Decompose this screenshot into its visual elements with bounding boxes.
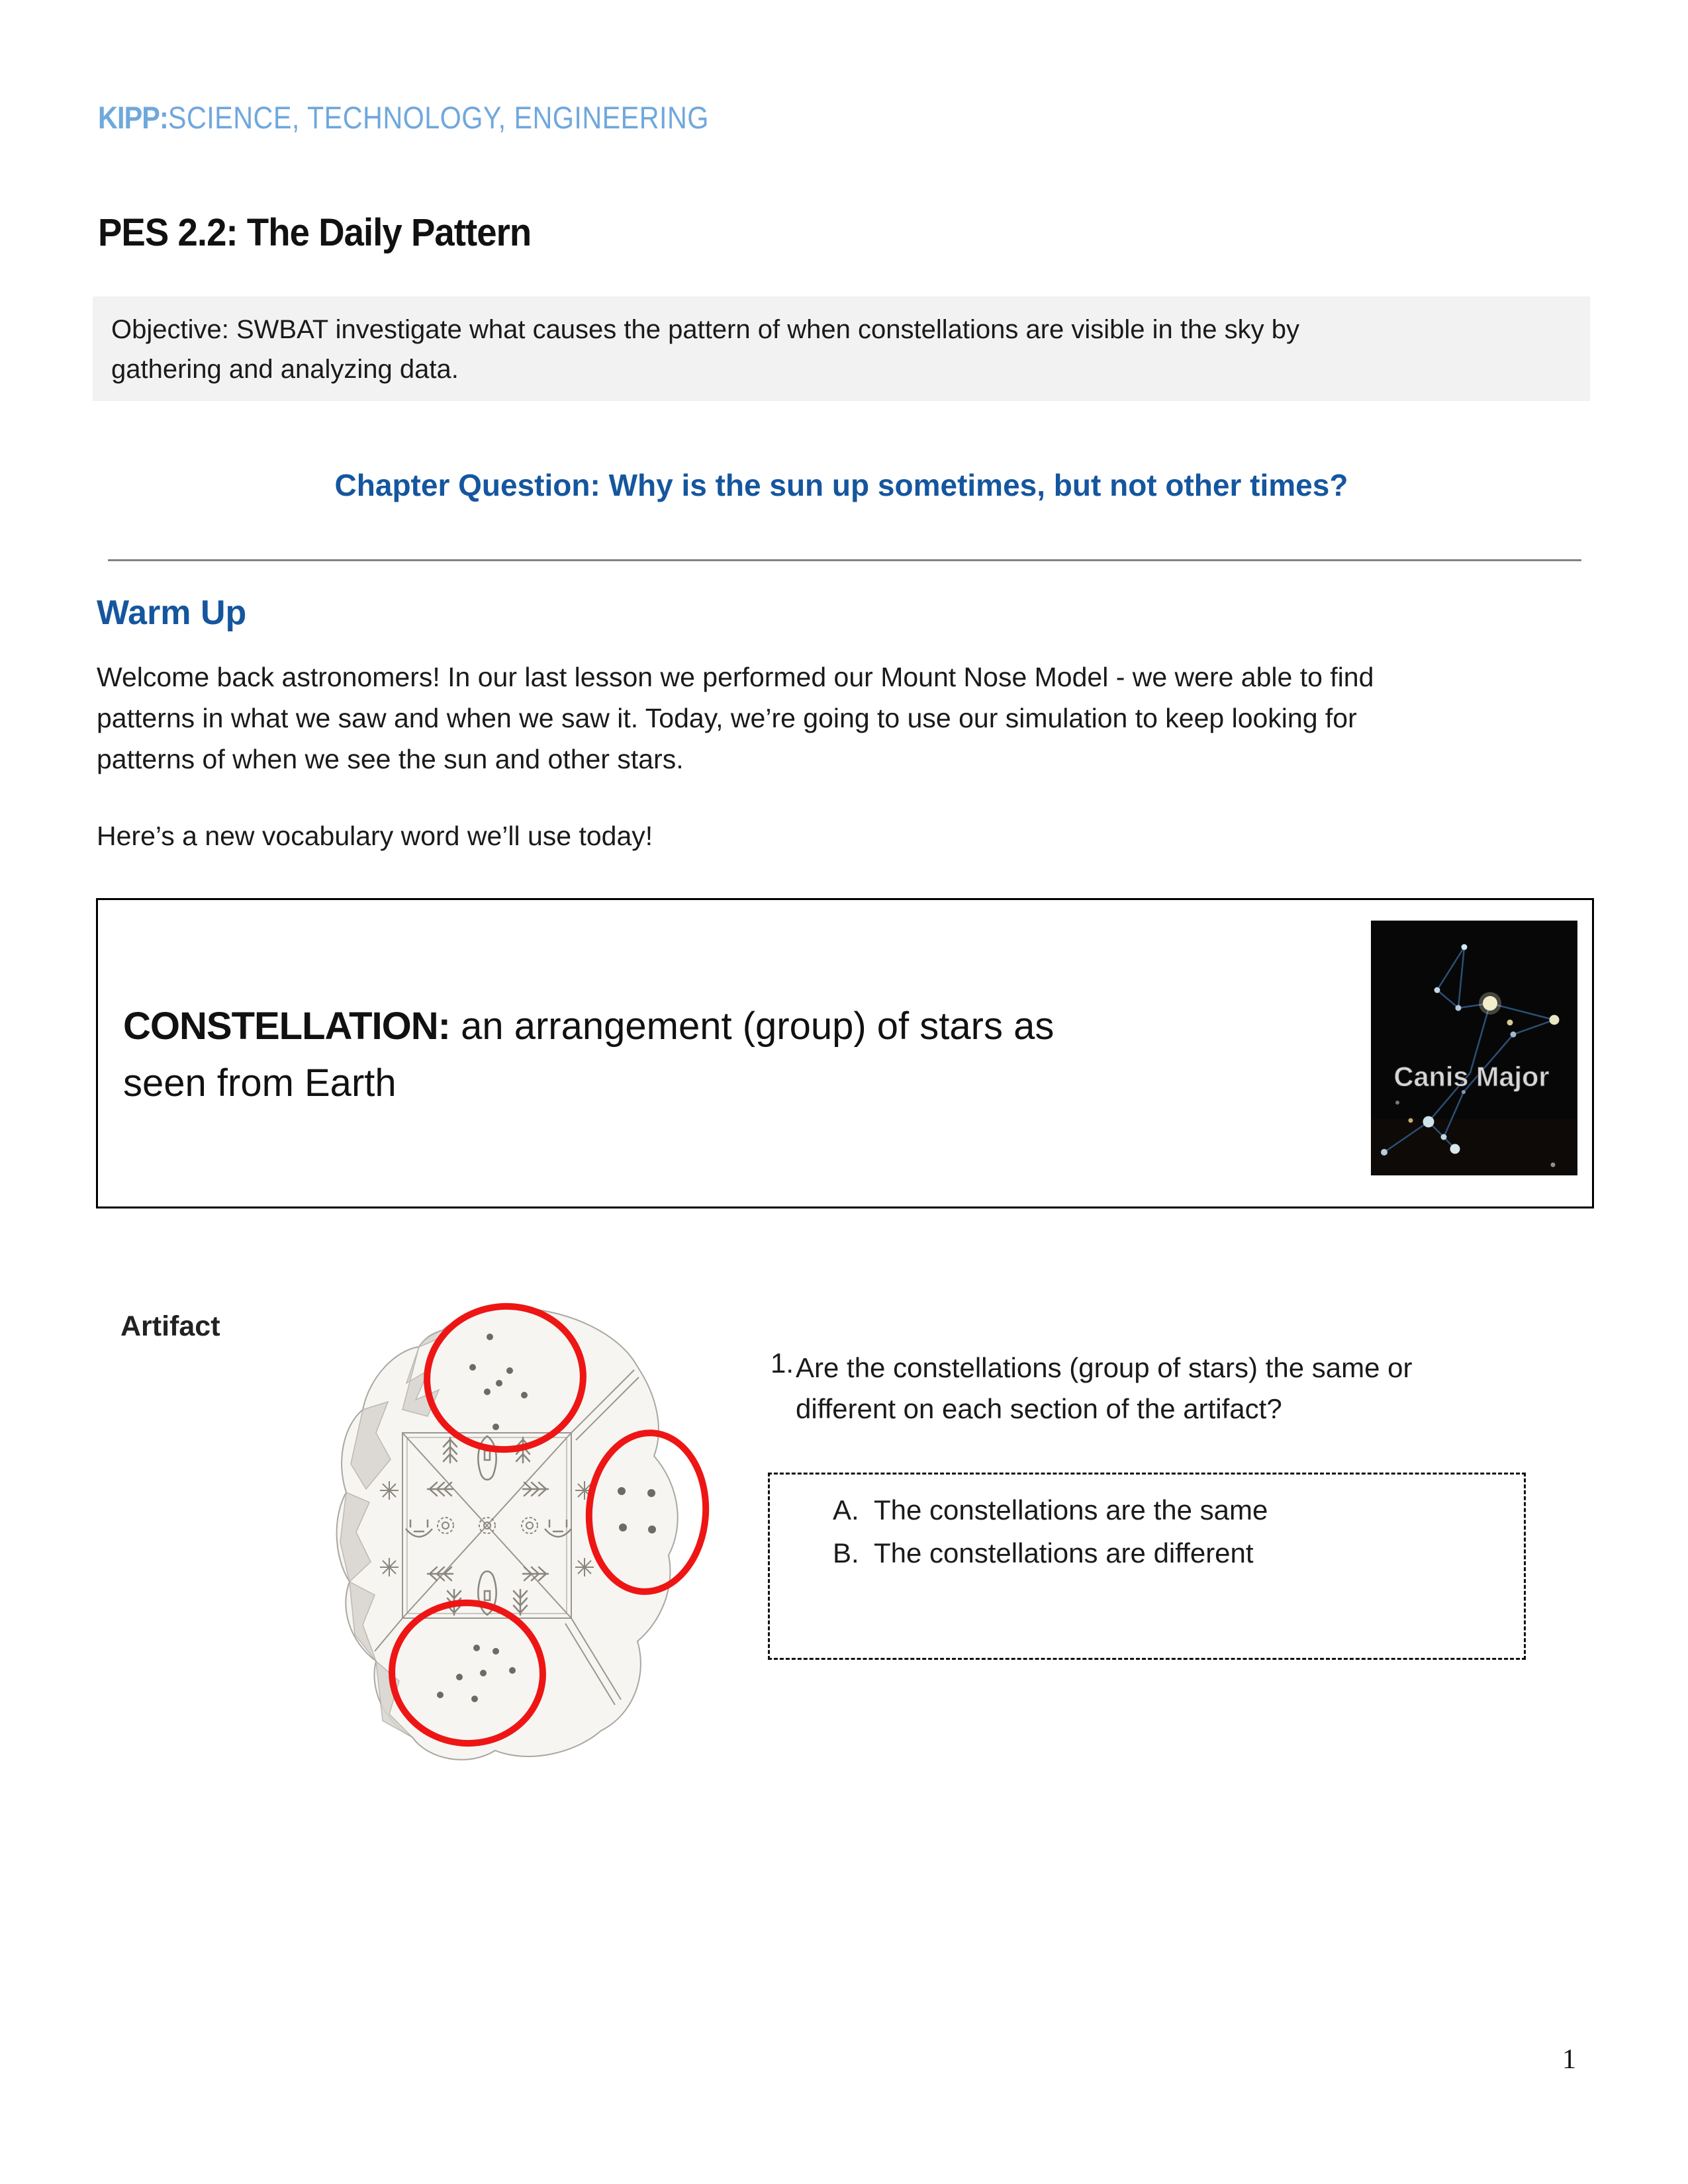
answer-options (833, 1494, 1268, 1580)
answer-box (768, 1473, 1526, 1660)
question-number: 1. (771, 1347, 794, 1379)
objective-text (111, 310, 1299, 389)
question-line: Are the constellations (group of stars) the same or (796, 1352, 1413, 1383)
vocab-intro-text: Here’s a new vocabulary word we’ll use today! (97, 821, 653, 851)
option-b (833, 1537, 1268, 1569)
artifact-image (277, 1291, 727, 1780)
page-number: 1 (1562, 2044, 1576, 2075)
section-divider (108, 559, 1581, 561)
artifact-label: Artifact (120, 1310, 220, 1342)
question-text (796, 1347, 1412, 1430)
option-b-text: The constellations are different (874, 1537, 1254, 1569)
paragraph-line: patterns of when we see the sun and other stars. (97, 744, 684, 774)
vocab-definition-part1: an arrangement (group) of stars as (449, 1005, 1055, 1048)
objective-line: gathering and analyzing data. (111, 355, 459, 384)
page-title: PES 2.2: The Daily Pattern (98, 211, 532, 254)
paragraph-line: patterns in what we saw and when we saw it. Today, we’re going to use our simulation to keep looking for (97, 703, 1357, 733)
warm-up-paragraph (97, 657, 1374, 780)
vocab-definition-part2: seen from Earth (123, 1062, 397, 1105)
question-line: different on each section of the artifact? (796, 1393, 1282, 1424)
canis-major-caption: Canis Major (1393, 1061, 1550, 1092)
kipp-logo (98, 99, 709, 136)
option-b-label: B. (833, 1537, 859, 1569)
vocabulary-box (96, 898, 1594, 1208)
option-a-label: A. (833, 1494, 859, 1525)
vocab-term: CONSTELLATION: (123, 1005, 450, 1048)
constellation-definition (123, 998, 1054, 1112)
canis-major-image (1371, 921, 1577, 1175)
option-a-text: The constellations are the same (874, 1494, 1268, 1525)
option-a (833, 1494, 1268, 1526)
chapter-question: Chapter Question: Why is the sun up sometimes, but not other times? (334, 468, 1348, 502)
objective-box (93, 296, 1590, 401)
kipp-logo-wordmark: KIPP: (98, 100, 168, 135)
paragraph-line: Welcome back astronomers! In our last lesson we performed our Mount Nose Model - we were able to find (97, 662, 1374, 692)
definition-line (123, 998, 1054, 1055)
objective-line: Objective: SWBAT investigate what causes the pattern of when constellations are visible in the sky by (111, 315, 1299, 344)
warm-up-heading: Warm Up (97, 594, 247, 632)
kipp-logo-department: SCIENCE, TECHNOLOGY, ENGINEERING (167, 100, 709, 135)
